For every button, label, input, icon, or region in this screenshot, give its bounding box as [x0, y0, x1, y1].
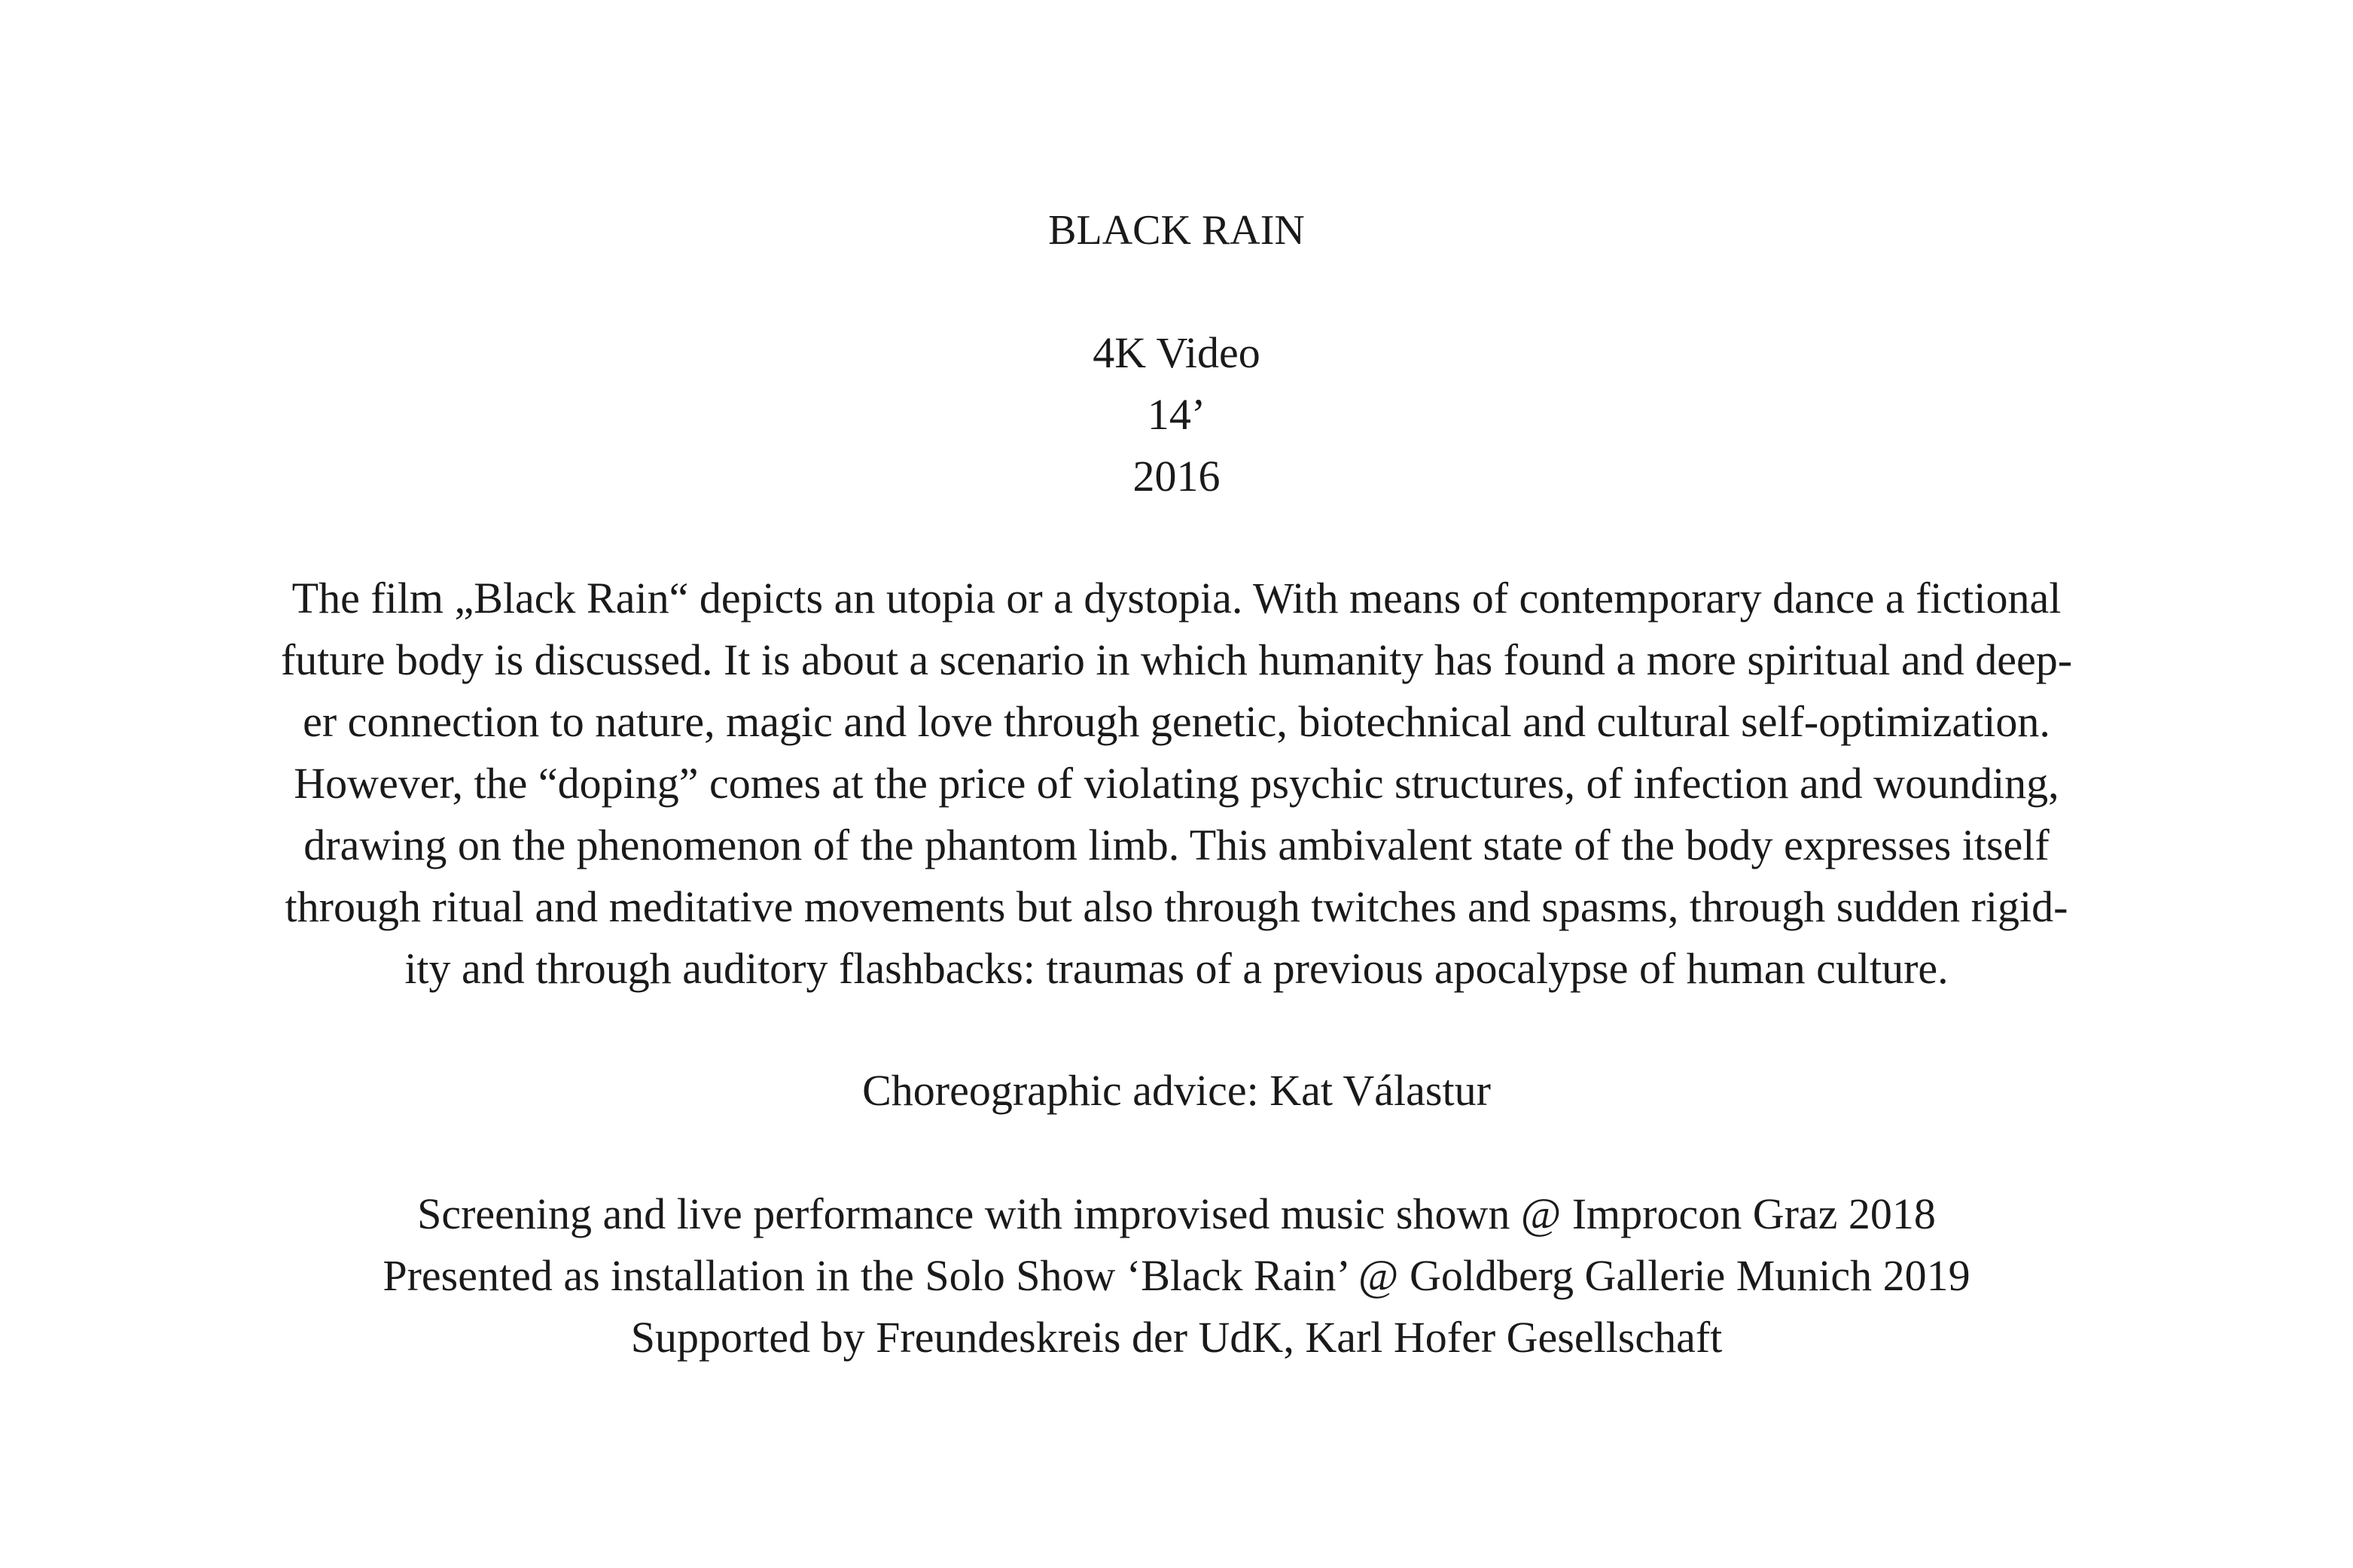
year-text: 2016: [1132, 452, 1221, 501]
choreography-credit: Choreographic advice: Kat Válastur: [862, 1066, 1491, 1115]
description-line: The film „Black Rain“ depicts an utopia or a dystopia. With means of contemporary dance a fictional: [291, 574, 2062, 623]
description-line: through ritual and meditative movements but also through twitches and spasms, through sudden rigid-: [285, 882, 2068, 931]
work-title: BLACK RAIN: [1048, 207, 1305, 254]
description-line: future body is discussed. It is about a scenario in which humanity has found a more spiritual and deep-: [280, 635, 2073, 684]
description-line: However, the “doping” comes at the price of violating psychic structures, of infection and wounding,: [294, 759, 2059, 808]
description-line: drawing on the phenomenon of the phantom limb. This ambivalent state of the body expresses itself: [303, 821, 2050, 869]
format-text: 4K Video: [1093, 328, 1260, 377]
description-line: er connection to nature, magic and love through genetic, biotechnical and cultural self-optimization.: [303, 697, 2050, 746]
duration-text: 14’: [1147, 390, 1206, 439]
credit-line: Supported by Freundeskreis der UdK, Karl Hofer Gesellschaft: [630, 1313, 1723, 1362]
credit-line: Screening and live performance with improvised music shown @ Improcon Graz 2018: [417, 1189, 1936, 1238]
description-line: ity and through auditory flashbacks: traumas of a previous apocalypse of human culture.: [404, 944, 1949, 993]
credit-line: Presented as installation in the Solo Show ‘Black Rain’ @ Goldberg Gallerie Munich 2019: [383, 1251, 1970, 1300]
